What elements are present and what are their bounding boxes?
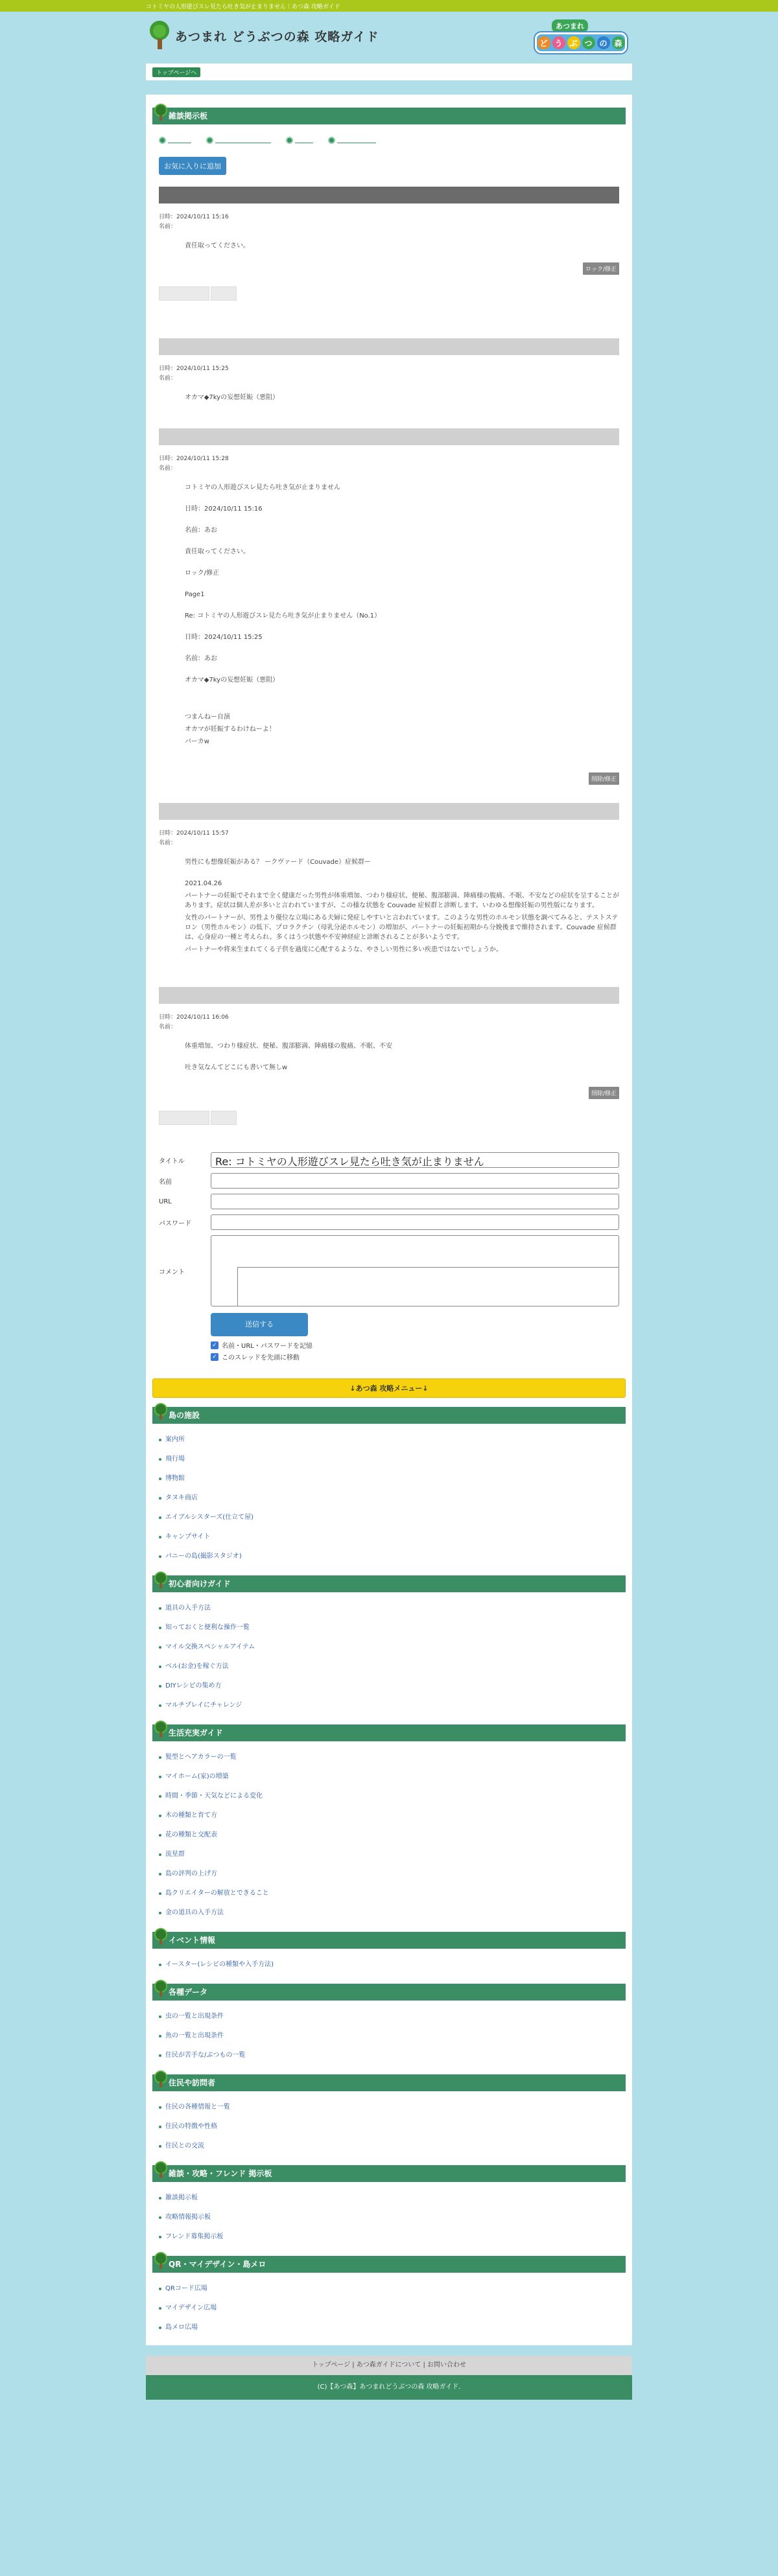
nav-link[interactable]: パニーの島(撮影スタジオ)	[159, 1547, 626, 1566]
tree-icon	[154, 1572, 167, 1588]
submit-button[interactable]: 送信する	[211, 1313, 308, 1336]
nav-link[interactable]: 住民の特徴や性格	[159, 2117, 626, 2137]
post	[159, 428, 619, 785]
game-logo-char: ぶ	[567, 36, 580, 49]
post-line: バーカw	[185, 738, 209, 745]
nav-link[interactable]: マイデザイン広場	[159, 2299, 626, 2318]
name-input[interactable]	[211, 1173, 619, 1189]
tree-icon	[154, 2252, 167, 2269]
guide-menu	[152, 1407, 626, 2338]
post-line: オカマが妊娠するわけねーよ！	[185, 726, 276, 733]
filter-option[interactable]	[159, 137, 193, 144]
nav-link[interactable]: 金の道具の入手方法	[159, 1903, 626, 1923]
nav-section	[152, 1984, 626, 2065]
nav-link[interactable]: 虫の一覧と出現条件	[159, 2007, 626, 2026]
nav-section	[152, 1575, 626, 1715]
nav-link[interactable]: エイブルシスターズ(仕立て屋)	[159, 1508, 626, 1527]
footer-copyright: (C)【あつ森】あつまれどうぶつの森 攻略ガイド.	[146, 2375, 632, 2400]
post-line: オカマ◆7kyの妄想妊娠（悪阻）	[185, 677, 279, 684]
url-label: URL	[159, 1198, 172, 1205]
post-body	[185, 483, 619, 747]
nav-link[interactable]: 道具の入手方法	[159, 1599, 626, 1618]
nav-link[interactable]: 島メロ広場	[159, 2318, 626, 2338]
post-line: コトミヤの人形遊びスレ見たら吐き気が止まりません	[185, 484, 340, 491]
nav-section	[152, 1724, 626, 1923]
post-meta	[159, 454, 619, 474]
delete-edit-button[interactable]: 削除/修正	[589, 1087, 619, 1099]
post-date: 日時：2024/10/11 15:16	[159, 214, 229, 220]
nav-link[interactable]: 住民との交流	[159, 2137, 626, 2156]
tree-icon	[154, 2071, 167, 2087]
post-name: 名前：	[159, 840, 177, 846]
remember-label: 名前・URL・パスワードを記憶	[222, 1343, 312, 1350]
page	[146, 12, 632, 2400]
radio-icon	[159, 137, 166, 144]
nav-section-title-text: 住民や訪問者	[169, 2078, 216, 2087]
post-line: 名前：あお	[185, 527, 217, 534]
post-date: 日時：2024/10/11 15:57	[159, 830, 229, 837]
nav-link[interactable]: 時間・季節・天気などによる変化	[159, 1787, 626, 1806]
post-body	[185, 241, 619, 251]
tree-icon	[154, 1980, 167, 1997]
nav-section	[152, 2074, 626, 2156]
checkbox-icon: ✓	[211, 1341, 218, 1349]
nav-section-title	[152, 1932, 626, 1949]
filter-option[interactable]	[206, 137, 273, 144]
board-title-text: 雑談掲示板	[169, 111, 208, 121]
post-title-bar	[159, 987, 619, 1004]
pager	[159, 1111, 619, 1125]
post-line: 女性のパートナーが、男性より優位な立場にある夫婦に発症しやすいと言われています。このような男性のホルモン状態を調べてみると、テストステロン（男性ホルモン）の低下、プロラクチン（母乳分泌ホルモン）の増加が、パートナーの妊娠初期から分娩後まで維持されます。Couvade 症候群は、心身症の一種と考えられ、多くはうつ状態や不安神経症と診断されることが多いようです。	[185, 914, 619, 941]
post-title-bar	[159, 803, 619, 820]
game-logo	[534, 18, 628, 56]
nav-section-title	[152, 1984, 626, 2001]
post-meta	[159, 213, 619, 232]
game-logo-char: の	[597, 36, 610, 49]
nav-link[interactable]: イースター(レシピの種類や入手方法)	[159, 1955, 626, 1975]
nav-section	[152, 2165, 626, 2247]
filter-row	[159, 133, 619, 146]
post-title-bar	[159, 187, 619, 203]
post-line: 責任取ってください。	[185, 548, 250, 555]
password-label: パスワード	[159, 1220, 191, 1227]
nav-section-title	[152, 2256, 626, 2273]
post-date: 日時：2024/10/11 15:25	[159, 366, 229, 372]
post-line: 体重増加、つわり様症状、便秘、腹部膨満、陣痛様の腹痛、不眠、不安	[185, 1043, 392, 1050]
tree-icon	[154, 2161, 167, 2178]
tree-icon	[154, 1928, 167, 1945]
nav-section-title	[152, 1407, 626, 1424]
post-line: 2021.04.26	[185, 880, 222, 887]
lock-edit-button[interactable]: ロック/修正	[583, 262, 619, 275]
nav-section-title-text: 雑談・攻略・フレンド 掲示板	[169, 2169, 272, 2178]
post-title-bar	[159, 338, 619, 355]
game-logo-tag: あつまれ	[552, 19, 588, 32]
site-title: あつまれ どうぶつの森 攻略ガイド	[175, 29, 379, 44]
post-body	[185, 1041, 619, 1073]
pager-item[interactable]	[159, 286, 209, 301]
post-date: 日時：2024/10/11 15:28	[159, 456, 229, 462]
post-line: Re: コトミヤの人形遊びスレ見たら吐き気が止まりません（No.1）	[185, 612, 381, 620]
name-label: 名前	[159, 1178, 172, 1186]
nav-section-title-text: QR・マイデザイン・島メロ	[169, 2260, 266, 2269]
url-input[interactable]	[211, 1194, 619, 1209]
footer-links[interactable]: トップページ | あつ森ガイドについて | お問い合わせ	[146, 2356, 632, 2375]
game-logo-char: つ	[582, 36, 595, 49]
move-top-checkbox[interactable]	[211, 1352, 619, 1362]
nav-link[interactable]: 花の種類と交配表	[159, 1826, 626, 1845]
pager-item[interactable]	[211, 1111, 237, 1125]
nav-link[interactable]: 博物館	[159, 1469, 626, 1489]
pager-item[interactable]	[211, 286, 237, 301]
post	[159, 987, 619, 1125]
game-logo-char: ど	[537, 36, 550, 49]
nav-link[interactable]: マイル交換スペシャルアイテム	[159, 1638, 626, 1657]
tree-icon	[154, 104, 167, 121]
nav-link[interactable]: 流星群	[159, 1845, 626, 1864]
post-meta	[159, 1013, 619, 1032]
post-title-bar	[159, 428, 619, 445]
post-line: 男性にも想像妊娠がある？ ークヴァード（Couvade）症候群ー	[185, 859, 371, 866]
nav-section-title	[152, 2074, 626, 2091]
post-name: 名前：	[159, 1024, 177, 1030]
nav-link[interactable]: 攻略情報掲示板	[159, 2208, 626, 2227]
post-name: 名前：	[159, 375, 177, 382]
nav-link[interactable]: マルチプレイにチャレンジ	[159, 1696, 626, 1715]
post-line: Page1	[185, 591, 205, 598]
radio-icon	[328, 137, 335, 144]
home-link[interactable]: トップページへ	[152, 67, 200, 77]
nav-link[interactable]: 木の種類と育て方	[159, 1806, 626, 1826]
radio-icon	[286, 137, 293, 144]
nav-link[interactable]: ベル(お金)を稼ぐ方法	[159, 1657, 626, 1677]
nav-section-title-text: 各種データ	[169, 1988, 208, 1997]
post-body	[185, 857, 619, 955]
header	[146, 12, 632, 64]
nav-link[interactable]: 知っておくと便利な操作一覧	[159, 1618, 626, 1638]
post-line: パートナーや将来生まれてくる子供を過度に心配するような、やさしい男性に多い疾患ではないでしょうか。	[185, 946, 502, 953]
nav-section-title-text: イベント情報	[169, 1936, 216, 1945]
move-top-label: このスレッドを先頭に移動	[222, 1354, 300, 1362]
nav-section-title	[152, 2165, 626, 2182]
delete-edit-button[interactable]: 削除/修正	[589, 772, 619, 785]
post-line: 日時：2024/10/11 15:25	[185, 634, 263, 641]
add-favorite-button[interactable]: お気に入りに追加	[159, 157, 226, 175]
post-line: オカマ◆7kyの妄想妊娠（悪阻）	[185, 394, 279, 401]
nav-link[interactable]: 飛行場	[159, 1450, 626, 1469]
post-line: つまんねー自演	[185, 714, 230, 721]
game-logo-char: う	[552, 36, 565, 49]
post-line: 責任取ってください。	[185, 242, 250, 249]
post	[159, 338, 619, 402]
nav-link[interactable]: キャンプサイト	[159, 1527, 626, 1547]
filter-option[interactable]	[328, 137, 378, 144]
site-logo[interactable]	[148, 21, 379, 51]
post-line: 名前：あお	[185, 655, 217, 662]
nav-link[interactable]: 島の評判の上げ方	[159, 1864, 626, 1884]
top-bar-text: コトミヤの人形遊びスレ見たら吐き気が止まりません｜あつ森 攻略ガイド	[146, 4, 340, 10]
pager	[159, 286, 619, 301]
board-title	[152, 108, 626, 124]
post-name: 名前：	[159, 465, 177, 472]
post	[159, 803, 619, 955]
nav-link[interactable]: マイホーム(家)の増築	[159, 1767, 626, 1787]
breadcrumb	[146, 64, 632, 80]
post-line: 日時：2024/10/11 15:16	[185, 505, 263, 513]
post-body	[185, 393, 619, 402]
main-content	[146, 95, 632, 2345]
post-line: ロック/修正	[185, 570, 220, 577]
nav-link[interactable]: 魚の一覧と出現条件	[159, 2026, 626, 2046]
tree-icon	[148, 21, 171, 51]
nav-link[interactable]: 住民の各種情報と一覧	[159, 2098, 626, 2117]
game-logo-char: 森	[612, 36, 625, 49]
tree-icon	[154, 1403, 167, 1420]
post	[159, 187, 619, 301]
comment-textarea[interactable]	[211, 1235, 619, 1306]
post-line: 吐き気なんてどこにも書いて無しw	[185, 1064, 288, 1071]
nav-section	[152, 1932, 626, 1975]
tree-icon	[154, 1721, 167, 1737]
comment-label: コメント	[159, 1268, 185, 1276]
nav-link[interactable]: QRコード広場	[159, 2279, 626, 2299]
nav-link[interactable]: 髪型とヘアカラーの一覧	[159, 1748, 626, 1767]
checkbox-icon: ✓	[211, 1353, 218, 1361]
post-meta	[159, 364, 619, 384]
nav-section-title-text: 島の施設	[169, 1411, 200, 1420]
nav-link[interactable]: 島クリエイターの解放とできること	[159, 1884, 626, 1903]
reply-form	[159, 1152, 619, 1362]
password-input[interactable]	[211, 1214, 619, 1230]
game-logo-main	[535, 32, 627, 53]
nav-link[interactable]: 案内所	[159, 1430, 626, 1450]
guide-menu-button[interactable]: ↓あつ森 攻略メニュー↓	[152, 1378, 626, 1398]
nav-section	[152, 2256, 626, 2338]
nav-section-title-text: 生活充実ガイド	[169, 1728, 223, 1737]
post-date: 日時：2024/10/11 16:06	[159, 1014, 229, 1021]
pager-item[interactable]	[159, 1111, 209, 1125]
top-bar	[0, 0, 778, 12]
nav-link[interactable]: DIYレシピの集め方	[159, 1677, 626, 1696]
nav-section-title	[152, 1724, 626, 1741]
filter-option[interactable]	[286, 137, 315, 144]
nav-link[interactable]: 住民が苦手な/ぶつもの一覧	[159, 2046, 626, 2065]
post-name: 名前：	[159, 224, 177, 230]
title-label: タイトル	[159, 1157, 185, 1165]
nav-link[interactable]: フレンド募集掲示板	[159, 2227, 626, 2247]
title-input[interactable]: Re: コトミヤの人形遊びスレ見たら吐き気が止まりません	[211, 1152, 619, 1168]
post-meta	[159, 829, 619, 848]
nav-section	[152, 1407, 626, 1566]
nav-section-title	[152, 1575, 626, 1592]
nav-link[interactable]: 雑談掲示板	[159, 2188, 626, 2208]
nav-section-title-text: 初心者向けガイド	[169, 1579, 231, 1588]
board	[152, 133, 626, 1362]
radio-icon	[206, 137, 213, 144]
nav-link[interactable]: タヌキ商店	[159, 1489, 626, 1508]
remember-checkbox[interactable]	[211, 1340, 619, 1350]
post-line: パートナーの妊娠でそれまで全く健康だった男性が体重増加、つわり様症状、便秘、腹部膨満、陣痛様の腹痛、不眠、不安などの症状を呈することがあります。症状は個人差が多いと言われていますが、この様な状態を Couvade 症候群と診断します。いわゆる想像妊娠の男性版になります。	[185, 892, 619, 909]
